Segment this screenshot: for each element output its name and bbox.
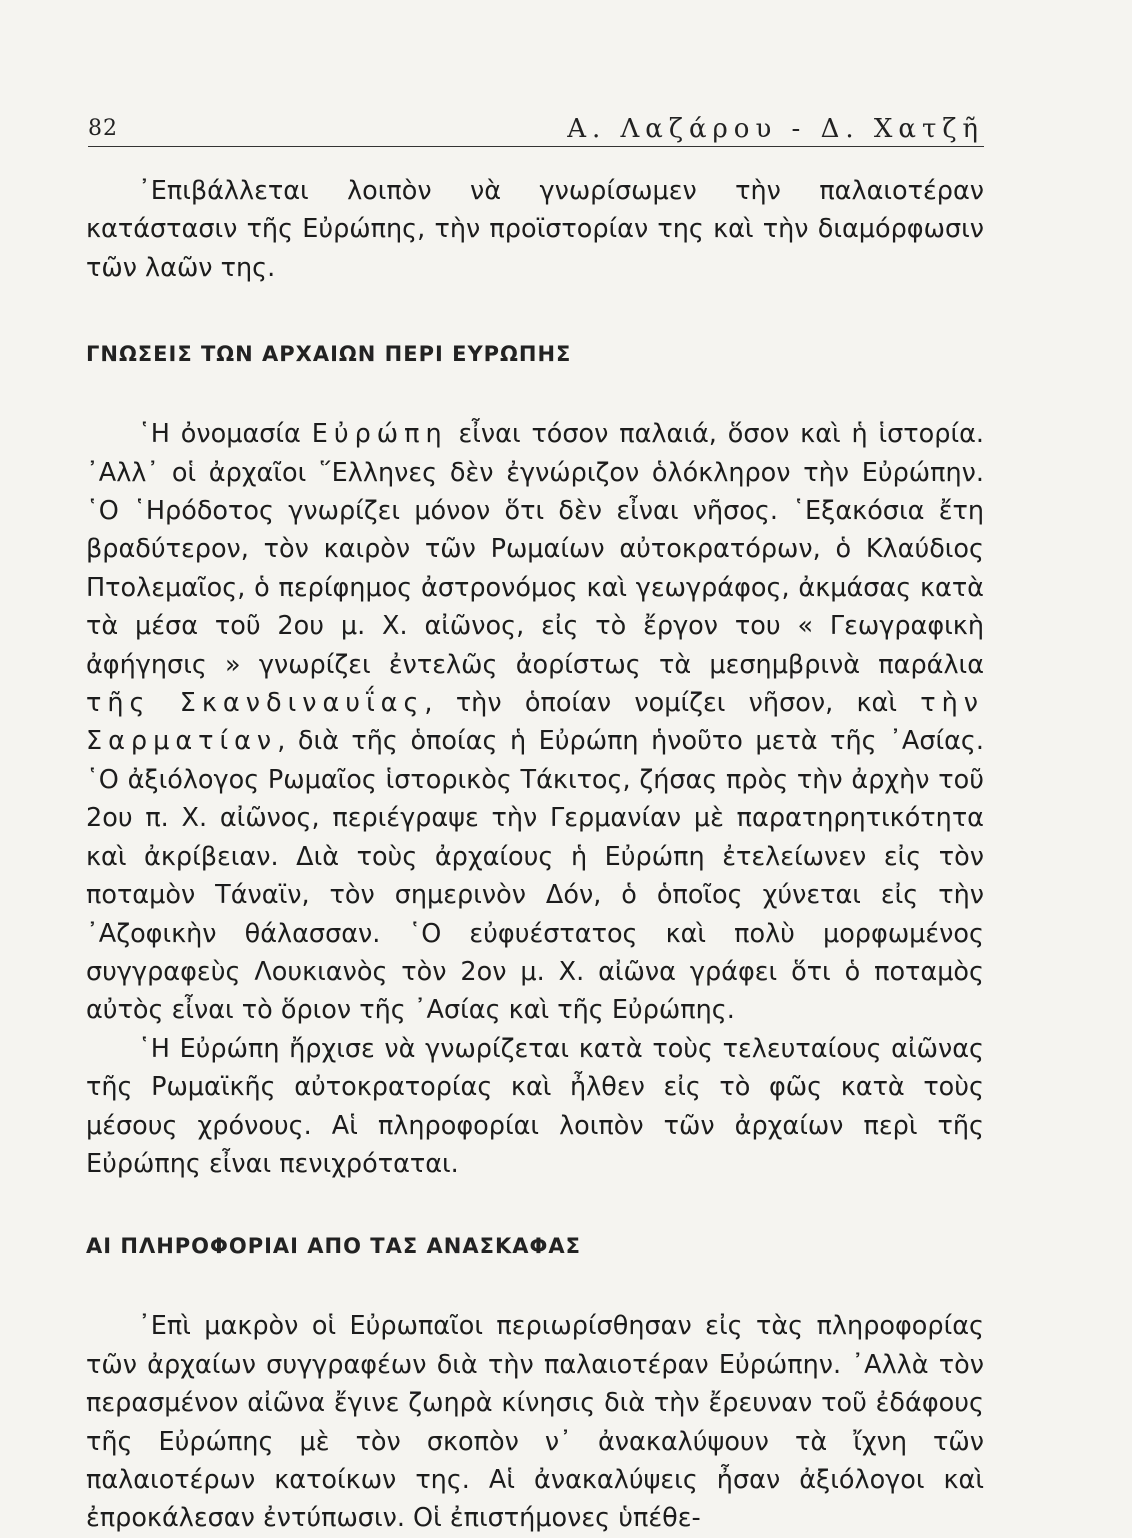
paragraph-ancient-knowledge (86, 415, 984, 1030)
text-run: , διὰ τῆς ὁποίας ἡ Εὐρώπη ἡνοῦτο μετὰ τῆς ᾿Ασίας. ῾Ο ἀξιόλογος Ρωμαῖος ἱστορικὸς Τάκιτος, ζήσας πρὸς τὴν ἀρχὴν τοῦ 2ου π. Χ. αἰῶνος, περιέγραψε τὴν Γερμανίαν μὲ παρατηρητικότητα καὶ ἀκρίβειαν. Διὰ τοὺς ἀρχαίους ἡ Εὐρώπη ἐτελείωνεν εἰς τὸν ποταμὸν Τάναϊν, τὸν σημερινὸν Δόν, ὁ ὁποῖος χύνεται εἰς τὴν ᾿Αζοφικὴν θάλασσαν. ῾Ο εὐφυέστατος καὶ πολὺ μορφωμένος συγγραφεὺς Λουκιανὸς τὸν 2ον μ. Χ. αἰῶνα γράφει ὅτι ὁ ποταμὸς αὐτὸς εἶναι τὸ ὅριον τῆς ᾿Ασίας καὶ τῆς Εὐρώπης. (86, 726, 984, 1026)
page-number: 82 (88, 116, 118, 141)
paragraph-europe-known: ῾Η Εὐρώπη ἤρχισε νὰ γνωρίζεται κατὰ τοὺς τελευταίους αἰῶνας τῆς Ρωμαϊκῆς αὐτοκρατορίας καὶ ἦλθεν εἰς τὸ φῶς κατὰ τοὺς μέσους χρόνους. Αἱ πληροφορίαι λοιπὸν τῶν ἀρχαίων περὶ τῆς Εὐρώπης εἶναι πενιχρόταται. (86, 1033, 984, 1179)
term-europe: Εὐρώπη (311, 419, 448, 450)
text-run: εἶναι τόσον παλαιά, ὅσον καὶ ἡ ἱστορία. ᾿Αλλ᾿ οἱ ἀρχαῖοι ῞Ελληνες δὲν ἐγνώριζον ὁλόκληρον τὴν Εὐρώπην. ῾Ο ῾Ηρόδοτος γνωρίζει μόνον ὅτι δὲν εἶναι νῆσος. ῾Εξακόσια ἔτη βραδύτερον, τὸν καιρὸν τῶν Ρωμαίων αὐτοκρατόρων, ὁ Κλαύδιος Πτολεμαῖος, ὁ περίφημος ἀστρονόμος καὶ γεωγράφος, ἀκμάσας κατὰ τὰ μέσα τοῦ 2ου μ. Χ. αἰῶνος, εἰς τὸ ἔργον του « Γεωγραφικὴ ἀφήγησις » γνωρίζει ἐντελῶς ἀορίστως τὰ μεσημβρινὰ παράλια (86, 419, 984, 680)
intro-paragraph: ᾿Επιβάλλεται λοιπὸν νὰ γνωρίσωμεν τὴν παλαιοτέραν κατάστασιν τῆς Εὐρώπης, τὴν προϊστορίαν της καὶ τὴν διαμόρφωσιν τῶν λαῶν της. (86, 176, 984, 283)
page-header (88, 106, 984, 147)
text-run: ῾Η ὀνομασία (138, 419, 312, 450)
page-body (86, 172, 984, 1538)
term-scandinavia: τῆς Σκανδιναυΐας (86, 688, 425, 719)
text-run: , τὴν ὁποίαν νομίζει νῆσον, καὶ (424, 688, 921, 719)
section-heading-ancient-knowledge: ΓΝΩΣΕΙΣ ΤΩΝ ΑΡΧΑΙΩΝ ΠΕΡΙ ΕΥΡΩΠΗΣ (86, 342, 572, 367)
term-sarmatia: τὴν Σαρματίαν (86, 688, 984, 757)
paragraph-excavations: ᾿Επὶ μακρὸν οἱ Εὐρωπαῖοι περιωρίσθησαν εἰς τὰς πληροφορίας τῶν ἀρχαίων συγγραφέων διὰ τὴν παλαιοτέραν Εὐρώπην. ᾿Αλλὰ τὸν περασμένον αἰῶνα ἔγινε ζωηρὰ κίνησις διὰ τὴν ἔρευναν τοῦ ἐδάφους τῆς Εὐρώπης μὲ τὸν σκοπὸν ν᾿ ἀνακαλύψουν τὰ ἴχνη τῶν παλαιοτέρων κατοίκων της. Αἱ ἀνακαλύψεις ἦσαν ἀξιόλογοι καὶ ἐπροκάλεσαν ἐντύπωσιν. Οἱ ἐπιστήμονες ὑπέθε- (86, 1311, 984, 1534)
running-head: Α. Λαζάρου - Δ. Χατζῆ (567, 114, 984, 144)
section-heading-excavations: ΑΙ ΠΛΗΡΟΦΟΡΙΑΙ ΑΠΟ ΤΑΣ ΑΝΑΣΚΑΦΑΣ (86, 1234, 581, 1259)
